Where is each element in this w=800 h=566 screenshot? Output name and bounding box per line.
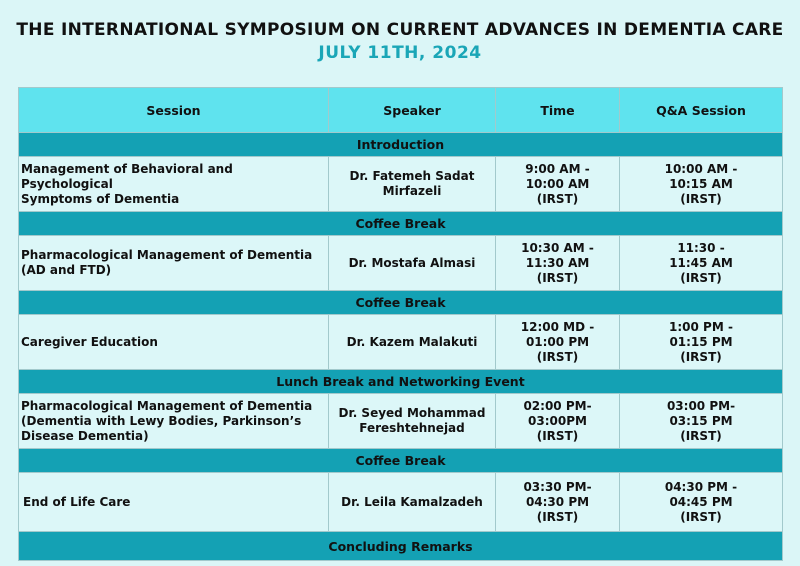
band-coffee-break [19, 212, 783, 236]
speaker-line: Dr. Mostafa Almasi [348, 255, 476, 270]
band-label: Introduction [19, 133, 783, 157]
band-introduction [19, 133, 783, 157]
qa-line: (IRST) [680, 349, 722, 364]
table-row [19, 157, 783, 212]
qa-line: 01:15 PM [669, 334, 733, 349]
time-line: 01:00 PM [525, 334, 590, 349]
qa-line: 04:45 PM [669, 494, 733, 509]
time-line: 02:00 PM- [523, 398, 592, 413]
qa-cell [620, 236, 783, 291]
time-cell [496, 394, 620, 449]
session-cell [19, 473, 329, 532]
qa-line: 1:00 PM - [669, 319, 733, 334]
time-line: (IRST) [536, 428, 579, 443]
column-header-time: Time [496, 88, 620, 133]
session-cell [19, 315, 329, 370]
event-date: JULY 11TH, 2024 [318, 43, 482, 63]
time-line: 11:30 AM [525, 255, 590, 270]
table-row [19, 394, 783, 449]
session-line: Pharmacological Management of Dementia [21, 248, 313, 262]
band-label: Coffee Break [19, 212, 783, 236]
time-cell [496, 473, 620, 532]
band-label: Concluding Remarks [19, 532, 783, 561]
session-cell [19, 236, 329, 291]
column-header-session: Session [19, 88, 329, 133]
speaker-line: Dr. Fatemeh Sadat [349, 169, 475, 183]
band-coffee-break [19, 291, 783, 315]
band-lunch-break [19, 370, 783, 394]
qa-line: 03:15 PM [669, 413, 733, 428]
time-cell [496, 315, 620, 370]
session-line: Pharmacological Management of Dementia [21, 398, 313, 413]
time-line: 10:30 AM - [521, 240, 594, 255]
time-line: (IRST) [536, 509, 579, 524]
speaker-cell [329, 157, 496, 212]
speaker-line: Dr. Leila Kamalzadeh [341, 494, 483, 509]
band-label: Lunch Break and Networking Event [19, 370, 783, 394]
session-cell [19, 157, 329, 212]
column-header-qa: Q&A Session [620, 88, 783, 133]
speaker-cell [329, 473, 496, 532]
time-cell [496, 157, 620, 212]
qa-line: (IRST) [680, 270, 722, 285]
qa-line: (IRST) [680, 428, 722, 443]
time-line: 03:30 PM- [523, 479, 592, 494]
session-cell [19, 394, 329, 449]
qa-line: 04:30 PM - [664, 479, 738, 494]
time-line: 10:00 AM [525, 176, 590, 191]
time-line: (IRST) [536, 270, 579, 285]
qa-line: 03:00 PM- [666, 398, 736, 413]
speaker-line: Mirfazeli [382, 184, 442, 198]
qa-line: (IRST) [680, 191, 722, 206]
speaker-cell [329, 236, 496, 291]
band-concluding-remarks [19, 532, 783, 561]
band-coffee-break [19, 449, 783, 473]
qa-line: 11:30 - [677, 240, 725, 255]
qa-line: (IRST) [680, 509, 722, 524]
schedule-table [18, 87, 783, 561]
qa-line: 10:15 AM [669, 176, 733, 191]
qa-cell [620, 394, 783, 449]
column-header-speaker: Speaker [329, 88, 496, 133]
header-row [19, 88, 783, 133]
time-line: 03:00PM [528, 413, 587, 428]
qa-cell [620, 473, 783, 532]
time-line: 9:00 AM - [525, 161, 590, 176]
speaker-line: Fereshtehnejad [359, 421, 465, 435]
time-line: (IRST) [536, 191, 579, 206]
table-row [19, 473, 783, 532]
time-line: (IRST) [536, 349, 579, 364]
time-line: 12:00 MD - [520, 319, 595, 334]
qa-line: 11:45 AM [669, 255, 733, 270]
band-label: Coffee Break [19, 449, 783, 473]
qa-cell [620, 315, 783, 370]
speaker-cell [329, 394, 496, 449]
session-line: Caregiver Education [21, 334, 158, 349]
qa-cell [620, 157, 783, 212]
speaker-line: Dr. Kazem Malakuti [346, 334, 478, 349]
qa-line: 10:00 AM - [664, 161, 738, 176]
table-row [19, 236, 783, 291]
speaker-line: Dr. Seyed Mohammad [338, 406, 486, 420]
speaker-cell [329, 315, 496, 370]
session-line: (Dementia with Lewy Bodies, Parkinson’s [21, 413, 302, 428]
session-line: Symptoms of Dementia [21, 191, 180, 206]
table-row [19, 315, 783, 370]
time-line: 04:30 PM [525, 494, 590, 509]
time-cell [496, 236, 620, 291]
session-line: End of Life Care [23, 494, 131, 509]
band-label: Coffee Break [19, 291, 783, 315]
session-line: Management of Behavioral and Psychological [21, 161, 233, 191]
session-line: Disease Dementia) [21, 428, 149, 443]
page-title: THE INTERNATIONAL SYMPOSIUM ON CURRENT ADVANCES IN DEMENTIA CARE [16, 20, 784, 40]
session-line: (AD and FTD) [21, 263, 112, 277]
